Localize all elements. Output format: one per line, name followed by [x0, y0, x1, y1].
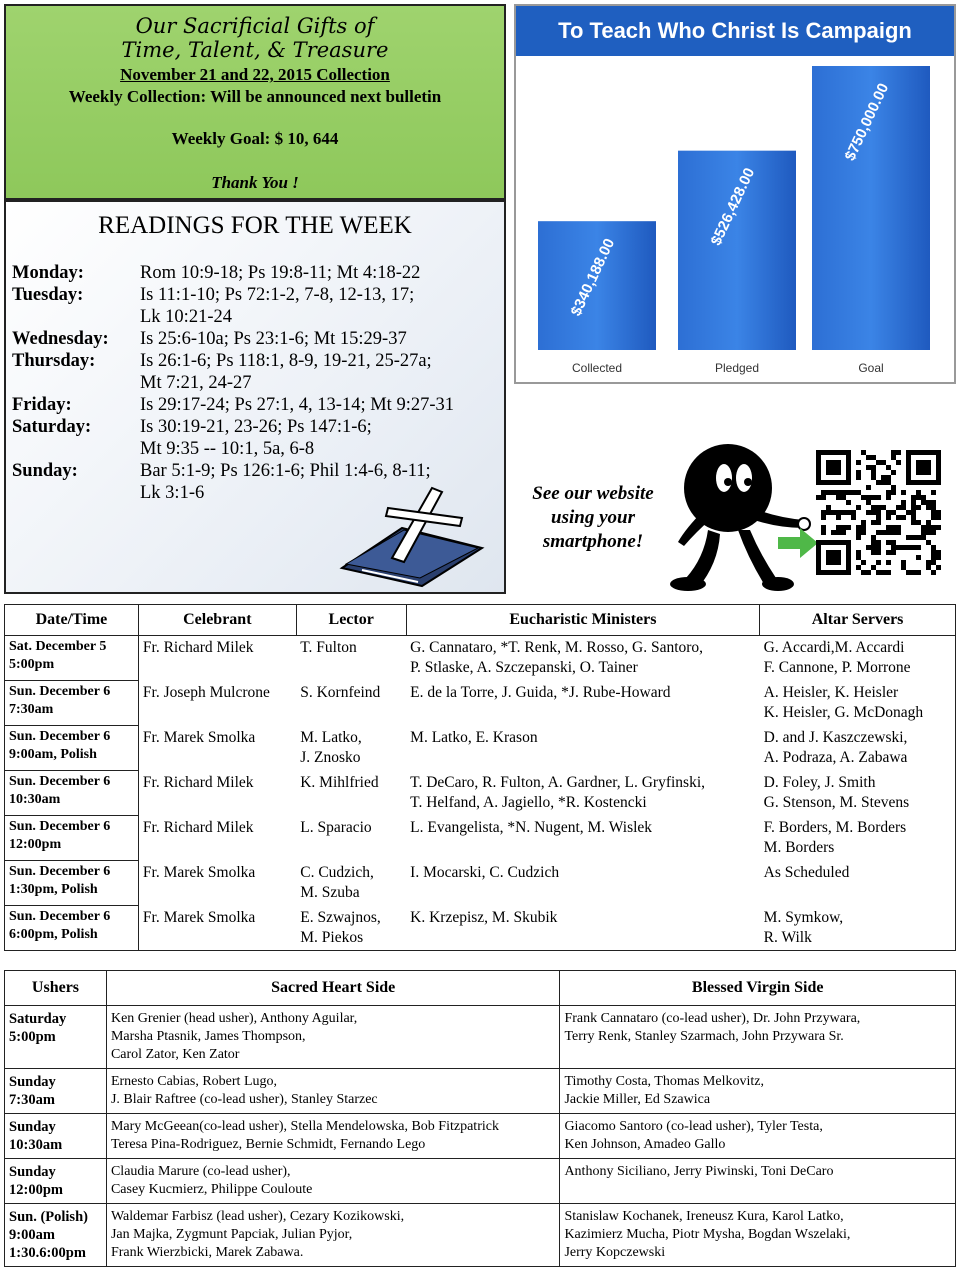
altar-servers-text: R. Wilk [763, 928, 812, 946]
gifts-title-1: Our Sacrificial Gifts of [135, 14, 375, 38]
eucharistic-ministers-cell [406, 906, 760, 951]
mass-time-cell [5, 816, 139, 861]
blessed-virgin-usher-line: Giacomo Santoro (co-lead usher), Tyler Testa, [564, 1119, 823, 1134]
mass-time-text: 10:30am [9, 792, 61, 807]
header-blessed-virgin: Blessed Virgin Side [560, 971, 956, 1006]
schedule-header-row [5, 605, 956, 636]
mass-time-cell [5, 861, 139, 906]
sacred-heart-usher-line: Claudia Marure (co-lead usher), [110, 1164, 291, 1179]
altar-servers-cell [760, 726, 956, 771]
mass-time-text: 12:00pm [9, 837, 62, 852]
sacred-heart-usher-line: Carol Zator, Ken Zator [110, 1047, 240, 1062]
altar-servers-text: D. Foley, J. Smith [763, 773, 876, 791]
blessed-virgin-ushers-cell [560, 1159, 956, 1204]
celebrant-cell [138, 681, 296, 726]
usher-time-text: 7:30am [9, 1092, 55, 1108]
sacred-heart-usher-line: Ernesto Cabias, Robert Lugo, [110, 1074, 277, 1089]
blessed-virgin-usher-line: Timothy Costa, Thomas Melkovitz, [564, 1074, 764, 1089]
blessed-virgin-usher-line: Frank Cannataro (co-lead usher), Dr. John Przywara, [564, 1011, 861, 1026]
header-datetime: Date/Time [5, 605, 139, 636]
eucharistic-ministers-text: T. Helfand, A. Jagiello, *R. Kostencki [410, 793, 647, 811]
usher-time-cell [5, 1069, 107, 1114]
usher-time-cell [5, 1204, 107, 1267]
weekly-goal: Weekly Goal: $ 10, 644 [171, 129, 339, 148]
blessed-virgin-usher-line: Ken Johnson, Amadeo Gallo [564, 1137, 726, 1152]
category-label: Goal [858, 361, 884, 375]
schedule-row [5, 906, 956, 951]
altar-servers-cell [760, 816, 956, 861]
blessed-virgin-ushers-cell [560, 1069, 956, 1114]
celebrant-cell [138, 726, 296, 771]
altar-servers-text: G. Accardi,M. Accardi [763, 639, 905, 656]
altar-servers-cell [760, 636, 956, 681]
website-line-3: smartphone! [542, 531, 644, 552]
lector-cell [296, 726, 406, 771]
schedule-row [5, 771, 956, 816]
header-altar-servers: Altar Servers [760, 605, 956, 636]
sacred-heart-usher-line: Mary McGeean(co-lead usher), Stella Mendelowska, Bob Fitzpatrick [110, 1119, 499, 1134]
lector-text: E. Szwajnos, [300, 908, 381, 926]
lector-text: M. Szuba [300, 883, 360, 901]
header-sacred-heart: Sacred Heart Side [106, 971, 559, 1006]
altar-servers-cell [760, 681, 956, 726]
blessed-virgin-usher-line: Jerry Kopczewski [564, 1245, 666, 1260]
celebrant-cell [138, 906, 296, 951]
website-text [518, 482, 668, 554]
eucharistic-ministers-cell [406, 861, 760, 906]
altar-servers-text: F. Cannone, P. Morrone [763, 659, 911, 676]
cross-bible-icon [332, 478, 492, 588]
sacred-heart-usher-line: Casey Kucmierz, Philippe Couloute [110, 1182, 313, 1197]
lector-text: C. Cudzich, [300, 863, 374, 881]
mass-time-cell [5, 636, 139, 681]
lector-cell [296, 636, 406, 681]
eucharistic-ministers-cell [406, 636, 760, 681]
sacred-heart-ushers-cell [106, 1069, 559, 1114]
schedule-row [5, 681, 956, 726]
blessed-virgin-ushers-cell [560, 1204, 956, 1267]
schedule-row [5, 861, 956, 906]
usher-time-text: Sunday [9, 1119, 56, 1135]
mass-time-text: 6:00pm, Polish [9, 927, 98, 942]
usher-time-cell [5, 1114, 107, 1159]
chart-svg [516, 6, 954, 382]
usher-time-text: Sunday [9, 1164, 56, 1180]
readings-title: READINGS FOR THE WEEK [98, 212, 412, 239]
celebrant-text: Fr. Marek Smolka [142, 908, 256, 926]
ushers-row [5, 1114, 956, 1159]
eucharistic-ministers-text: K. Krzepisz, M. Skubik [410, 908, 558, 926]
altar-servers-text: D. and J. Kaszczewski, [763, 728, 908, 746]
qr-code-icon[interactable] [814, 446, 942, 580]
campaign-chart [514, 4, 956, 384]
blessed-virgin-ushers-cell [560, 1114, 956, 1159]
pointing-man-icon [668, 438, 814, 598]
sacred-heart-usher-line: Marsha Ptasnik, James Thompson, [110, 1029, 306, 1044]
bar-data-label: $526,428.00 [707, 165, 759, 249]
altar-servers-text: As Scheduled [763, 863, 850, 881]
ushers-row [5, 1204, 956, 1267]
lector-text: L. Sparacio [300, 818, 372, 836]
celebrant-cell [138, 636, 296, 681]
altar-servers-text: A. Heisler, K. Heisler [763, 683, 899, 701]
blessed-virgin-usher-line: Anthony Siciliano, Jerry Piwinski, Toni DeCaro [564, 1164, 834, 1179]
lector-cell [296, 906, 406, 951]
mass-time-text: Sun. December 6 [9, 729, 111, 744]
celebrant-cell [138, 861, 296, 906]
celebrant-text: Fr. Joseph Mulcrone [142, 683, 270, 701]
mass-time-cell [5, 906, 139, 951]
blessed-virgin-usher-line: Terry Renk, Stanley Szarmach, John Przywara Sr. [564, 1029, 844, 1044]
eucharistic-ministers-text: M. Latko, E. Krason [410, 728, 538, 746]
schedule-row [5, 816, 956, 861]
usher-time-text: 5:00pm [9, 1029, 56, 1045]
lector-cell [296, 681, 406, 726]
altar-servers-text: K. Heisler, G. McDonagh [763, 703, 924, 721]
ushers-row [5, 1159, 956, 1204]
sacred-heart-ushers-cell [106, 1006, 559, 1069]
website-line-2: using your [551, 507, 635, 528]
sacred-heart-ushers-cell [106, 1159, 559, 1204]
eucharistic-ministers-cell [406, 726, 760, 771]
schedule-row [5, 726, 956, 771]
mass-time-text: Sun. December 6 [9, 774, 111, 789]
lector-cell [296, 771, 406, 816]
sacred-heart-usher-line: Jan Majka, Zygmunt Papciak, Julian Pyjor, [110, 1227, 353, 1242]
usher-time-cell [5, 1159, 107, 1204]
eucharistic-ministers-text: I. Mocarski, C. Cudzich [410, 863, 560, 881]
celebrant-text: Fr. Marek Smolka [142, 728, 256, 746]
mass-time-text: 9:00am, Polish [9, 747, 97, 762]
usher-time-text: Sun. (Polish) [9, 1209, 88, 1225]
altar-servers-cell [760, 861, 956, 906]
header-ushers: Ushers [5, 971, 107, 1006]
celebrant-cell [138, 816, 296, 861]
category-label: Pledged [714, 361, 760, 375]
sacred-heart-usher-line: Ken Grenier (head usher), Anthony Aguilar, [110, 1011, 358, 1026]
blessed-virgin-usher-line: Jackie Miller, Ed Szawica [564, 1092, 711, 1107]
readings-box: READINGS FOR THE WEEK Monday: Rom 10:9-18; Ps 19:8-11; Mt 4:18-22 Tuesday: Is 11:1-10; Ps 72:1-2, 7-8, 12-13, 17; Lk 10:21-24 Wednesday: Is 25:6-10a; Ps 23:1-6; Mt 15:29-37 Thursday: Is 26:1-6; Ps 118:1, 8-9, 19-21, 25-27a; Mt 7:21, 24-27 Friday: Is 29:17-24; Ps 27:1, 4, 13-14; Mt 9:27-31 Saturday: Is 30:19-21, 23-26; Ps 147:1-6; Mt 9:35 -- 10:1, 5a, 6-8 Sunday: Bar 5:1-9; Ps 126:1-6; Phil 1:4-6, 8-11; Lk 3:1-6 [4, 200, 506, 594]
lector-text: K. Mihlfried [300, 773, 379, 791]
usher-time-text: 9:00am [9, 1227, 55, 1243]
mass-time-text: 7:30am [9, 702, 54, 717]
mass-time-text: Sun. December 6 [9, 819, 111, 834]
mass-time-text: Sat. December 5 [9, 639, 107, 654]
green-arrow-icon [778, 528, 818, 558]
mass-time-cell [5, 726, 139, 771]
usher-time-text: Sunday [9, 1074, 56, 1090]
blessed-virgin-usher-line: Stanislaw Kochanek, Ireneusz Kura, Karol Latko, [564, 1209, 844, 1224]
ushers-header-row [5, 971, 956, 1006]
schedule-table [4, 604, 956, 951]
altar-servers-cell [760, 906, 956, 951]
celebrant-text: Fr. Richard Milek [142, 773, 254, 791]
website-line-1: See our website [532, 483, 654, 504]
header-eucharistic-ministers: Eucharistic Ministers [406, 605, 760, 636]
gifts-box [4, 4, 506, 200]
lector-text: J. Znosko [300, 748, 361, 766]
mass-time-cell [5, 681, 139, 726]
sacred-heart-ushers-cell [106, 1204, 559, 1267]
mass-time-cell [5, 771, 139, 816]
lector-cell [296, 816, 406, 861]
altar-servers-cell [760, 771, 956, 816]
blessed-virgin-ushers-cell [560, 1006, 956, 1069]
lector-text: T. Fulton [300, 639, 357, 656]
ushers-table [4, 970, 956, 1267]
eucharistic-ministers-cell [406, 816, 760, 861]
eucharistic-ministers-text: L. Evangelista, *N. Nugent, M. Wislek [410, 818, 653, 836]
eucharistic-ministers-text: E. de la Torre, J. Guida, *J. Rube-Howard [410, 683, 671, 701]
usher-time-text: 1:30.6:00pm [9, 1245, 86, 1261]
blessed-virgin-usher-line: Kazimierz Mucha, Piotr Mysha, Bogdan Wszelaki, [564, 1227, 851, 1242]
celebrant-text: Fr. Marek Smolka [142, 863, 256, 881]
schedule-row [5, 636, 956, 681]
mass-time-text: 1:30pm, Polish [9, 882, 98, 897]
lector-text: S. Kornfeind [300, 683, 381, 701]
mass-time-text: Sun. December 6 [9, 684, 111, 699]
ushers-row [5, 1069, 956, 1114]
celebrant-text: Fr. Richard Milek [142, 639, 254, 656]
bar-data-label: $340,188.00 [567, 235, 619, 319]
mass-time-text: 5:00pm [9, 657, 55, 672]
celebrant-cell [138, 771, 296, 816]
thank-you: Thank You ! [211, 173, 299, 192]
altar-servers-text: G. Stenson, M. Stevens [763, 793, 910, 811]
mass-time-text: Sun. December 6 [9, 864, 111, 879]
sacred-heart-usher-line: Waldemar Farbisz (lead usher), Cezary Kozikowski, [110, 1209, 405, 1224]
collection-date: November 21 and 22, 2015 Collection [120, 65, 390, 84]
bar-data-label: $750,000.00 [841, 80, 893, 164]
chart-title: To Teach Who Christ Is Campaign [558, 18, 912, 43]
weekly-collection: Weekly Collection: Will be announced next bulletin [68, 87, 442, 106]
usher-time-cell [5, 1006, 107, 1069]
eucharistic-ministers-cell [406, 771, 760, 816]
altar-servers-text: M. Symkow, [763, 908, 844, 926]
usher-time-text: Saturday [9, 1011, 67, 1027]
eucharistic-ministers-cell [406, 681, 760, 726]
eucharistic-ministers-text: G. Cannataro, *T. Renk, M. Rosso, G. Santoro, [410, 639, 704, 656]
header-celebrant: Celebrant [138, 605, 296, 636]
mass-time-text: Sun. December 6 [9, 909, 111, 924]
lector-text: M. Latko, [300, 728, 362, 746]
sacred-heart-usher-line: Teresa Pina-Rodriguez, Bernie Schmidt, Fernando Lego [110, 1137, 426, 1152]
altar-servers-text: F. Borders, M. Borders [763, 818, 907, 836]
ushers-row [5, 1006, 956, 1069]
header-lector: Lector [296, 605, 406, 636]
eucharistic-ministers-text: P. Stlaske, A. Szczepanski, O. Tainer [410, 659, 638, 676]
altar-servers-text: M. Borders [763, 838, 835, 856]
usher-time-text: 10:30am [9, 1137, 63, 1153]
gifts-title-2: Time, Talent, & Treasure [121, 38, 389, 62]
altar-servers-text: A. Podraza, A. Zabawa [763, 748, 908, 766]
sacred-heart-ushers-cell [106, 1114, 559, 1159]
usher-time-text: 12:00pm [9, 1182, 63, 1198]
lector-cell [296, 861, 406, 906]
lector-text: M. Piekos [300, 928, 364, 946]
sacred-heart-usher-line: J. Blair Raftree (co-lead usher), Stanley Starzec [110, 1092, 378, 1107]
category-label: Collected [571, 361, 623, 375]
sacred-heart-usher-line: Frank Wierzbicki, Marek Zabawa. [110, 1245, 304, 1260]
celebrant-text: Fr. Richard Milek [142, 818, 254, 836]
eucharistic-ministers-text: T. DeCaro, R. Fulton, A. Gardner, L. Gryfinski, [410, 773, 705, 791]
